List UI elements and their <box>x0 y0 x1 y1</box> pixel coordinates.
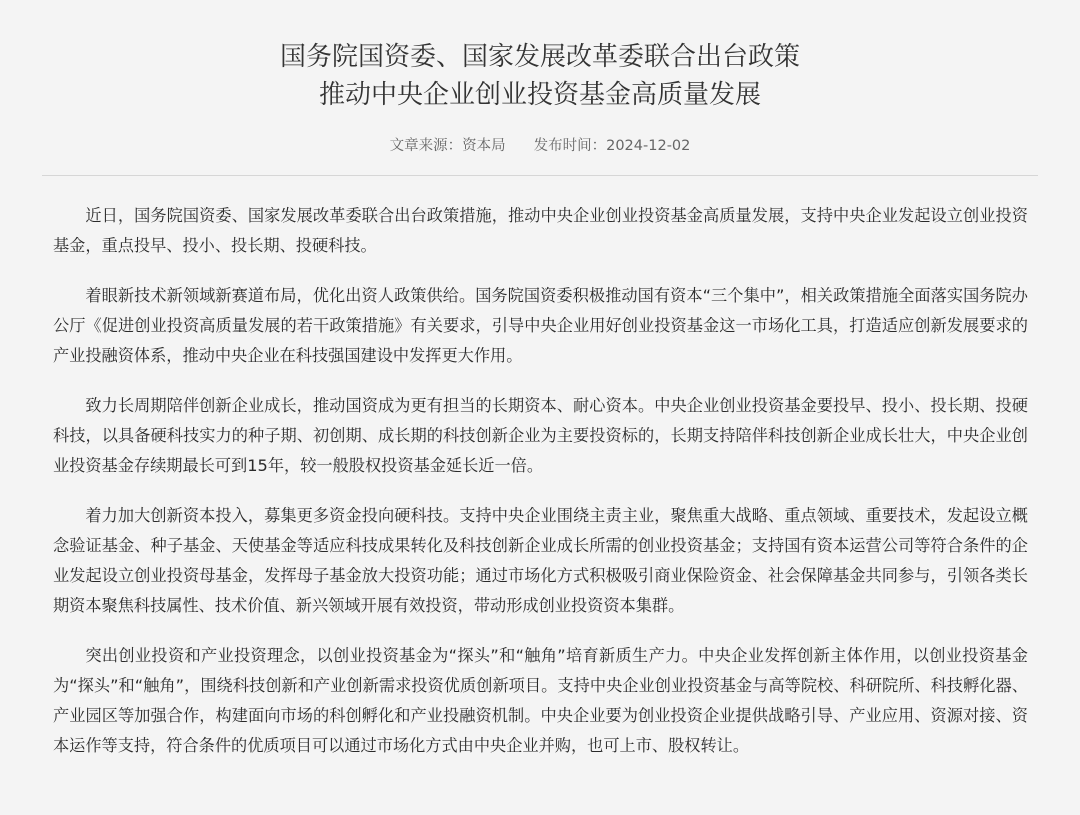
source-value: 资本局 <box>462 138 506 154</box>
paragraph-1: 近日，国务院国资委、国家发展改革委联合出台政策措施，推动中央企业创业投资基金高质量发展，支持中央企业发起设立创业投资基金，重点投早、投小、投长期、投硬科技。 <box>53 206 1028 255</box>
article-title <box>0 0 1080 114</box>
paragraph-3: 致力长周期陪伴创新企业成长，推动国资成为更有担当的长期资本、耐心资本。中央企业创业投资基金要投早、投小、投长期、投硬科技，以具备硬科技实力的种子期、初创期、成长期的科技创新企业为主要投资标的，长期支持陪伴科技创新企业成长壮大，中央企业创业投资基金存续期最长可到15年，较一般股权投资基金延长近一倍。 <box>53 396 1028 475</box>
title-divider <box>42 175 1038 176</box>
article-body <box>0 201 1080 761</box>
article-title-line-1: 国务院国资委、国家发展改革委联合出台政策 <box>279 42 800 72</box>
paragraph-2: 着眼新技术新领域新赛道布局，优化出资人政策供给。国务院国资委积极推动国有资本“三个集中”，相关政策措施全面落实国务院办公厅《促进创业投资高质量发展的若干政策措施》有关要求，引导中央企业用好创业投资基金这一市场化工具，打造适应创新发展要求的产业投融资体系，推动中央企业在科技强国建设中发挥更大作用。 <box>53 286 1028 365</box>
article-meta <box>0 135 1080 157</box>
article-title-line-2: 推动中央企业创业投资基金高质量发展 <box>318 80 761 110</box>
date-label: 发布时间： <box>533 138 607 154</box>
date-value: 2024-12-02 <box>606 138 691 154</box>
paragraph-4: 着力加大创新资本投入，募集更多资金投向硬科技。支持中央企业围绕主责主业，聚焦重大战略、重点领域、重要技术，发起设立概念验证基金、种子基金、天使基金等适应科技成果转化及科技创新企业成长所需的创业投资基金；支持国有资本运营公司等符合条件的企业发起设立创业投资母基金，发挥母子基金放大投资功能；通过市场化方式积极吸引商业保险资金、社会保障基金共同参与，引领各类长期资本聚焦科技属性、技术价值、新兴领域开展有效投资，带动形成创业投资资本集群。 <box>53 506 1028 615</box>
paragraph-5: 突出创业投资和产业投资理念，以创业投资基金为“探头”和“触角”培育新质生产力。中央企业发挥创新主体作用，以创业投资基金为“探头”和“触角”，围绕科技创新和产业创新需求投资优质创新项目。支持中央企业创业投资基金与高等院校、科研院所、科技孵化器、产业园区等加强合作，构建面向市场的科创孵化和产业投融资机制。中央企业要为创业投资企业提供战略引导、产业应用、资源对接、资本运作等支持，符合条件的优质项目可以通过市场化方式由中央企业并购，也可上市、股权转让。 <box>53 646 1028 755</box>
source-label: 文章来源： <box>389 138 463 154</box>
